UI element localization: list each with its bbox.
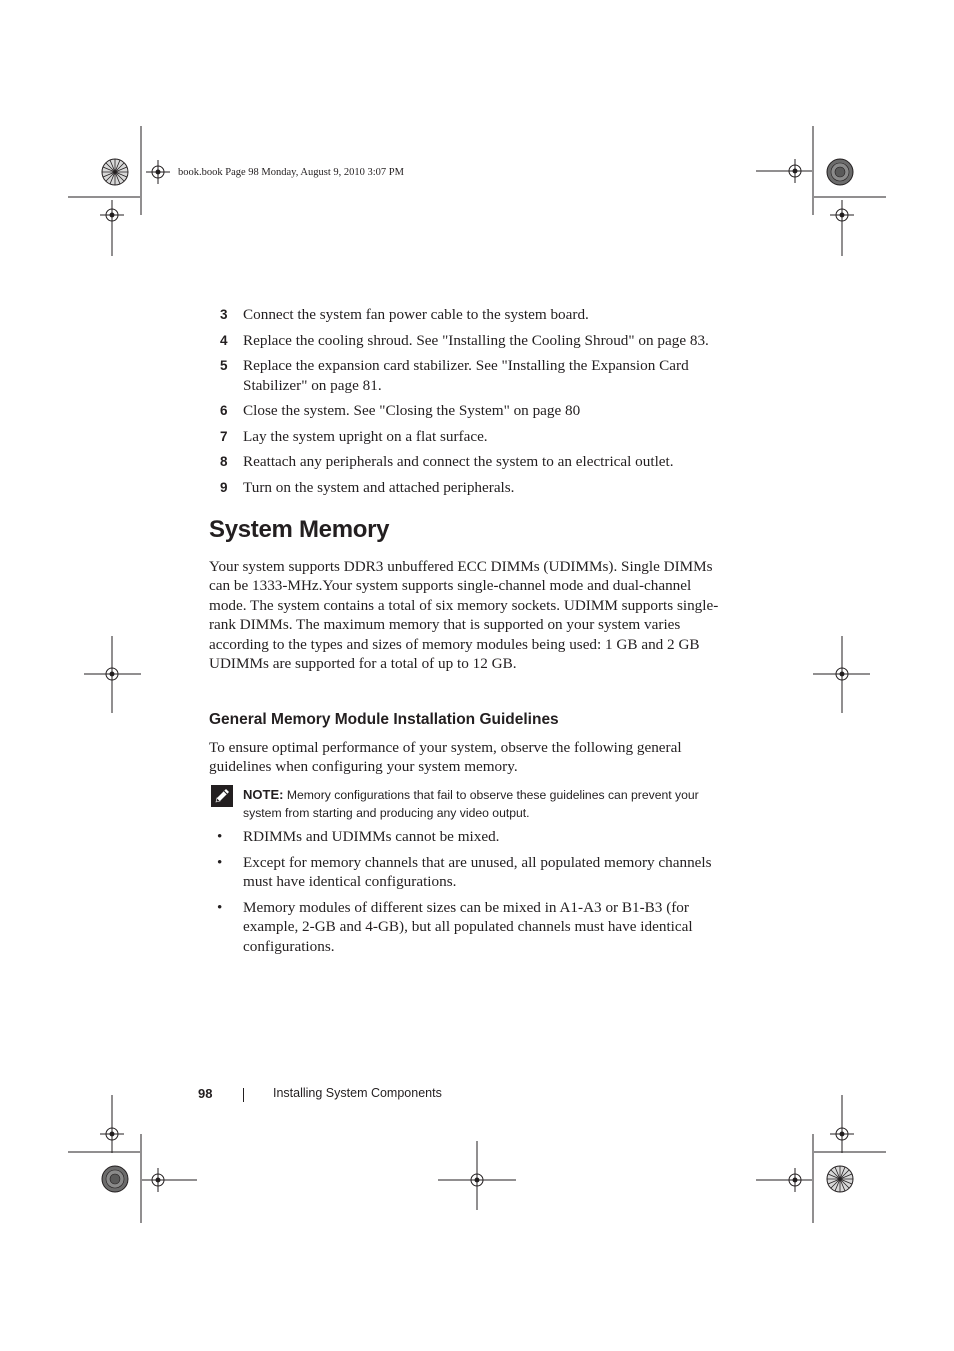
list-item	[209, 853, 729, 892]
guideline-bullets	[209, 827, 729, 962]
bullet-text: Except for memory channels that are unused, all populated memory channels must have identical configurations.	[243, 853, 712, 890]
step-text: Connect the system fan power cable to the system board.	[243, 306, 589, 323]
step-number: 5	[220, 358, 228, 373]
list-item	[209, 331, 729, 351]
note-label: NOTE:	[243, 787, 284, 802]
footer-page-number	[198, 1086, 212, 1101]
step-number: 4	[220, 332, 228, 348]
section-intro: Your system supports DDR3 unbuffered ECC DIMMs (UDIMMs). Single DIMMs can be 1333-MHz.Your system supports single-channel mode and dual-channel mode. The system contains a total of six memory sockets. UDIMM supports single-rank DIMMs. The maximum memory that is supported on your system varies according to the types and sizes of memory modules being used: 1 GB and 2 GB UDIMMs are supported for a total of up to 12 GB.	[209, 558, 719, 673]
step-text: Turn on the system and attached peripherals.	[243, 478, 515, 496]
list-item	[209, 427, 729, 447]
bullet-text: Memory modules of different sizes can be mixed in A1-A3 or B1-B3 (for example, 2-GB and 4-GB), but all populated channels must have identical configurations.	[243, 898, 693, 955]
note-pencil-icon	[210, 784, 234, 808]
step-text: Replace the cooling shroud. See "Installing the Cooling Shroud" on page 83.	[243, 331, 709, 349]
list-item	[209, 305, 729, 325]
step-number: 6	[220, 403, 228, 418]
procedure-steps	[209, 305, 729, 503]
step-number: 7	[220, 428, 228, 444]
list-item	[209, 356, 729, 395]
section-title: System Memory	[209, 516, 390, 543]
bullet-dot: •	[217, 898, 223, 916]
step-number: 3	[220, 307, 228, 322]
list-item	[209, 452, 729, 472]
list-item	[209, 401, 729, 421]
note-text: Memory configurations that fail to observe these guidelines can prevent your system from starting and producing any video output.	[243, 788, 699, 820]
step-number: 8	[220, 454, 228, 469]
print-header-stamp: book.book Page 98 Monday, August 9, 2010 3:07 PM	[178, 167, 404, 178]
list-item	[209, 478, 729, 498]
note-callout	[243, 786, 723, 822]
bullet-dot: •	[217, 828, 223, 845]
subsection-intro: To ensure optimal performance of your system, observe the following general guidelines when configuring your system memory.	[209, 739, 682, 776]
bullet-dot: •	[217, 853, 223, 871]
list-item	[209, 898, 729, 957]
step-text: Close the system. See "Closing the System" on page 80	[243, 402, 581, 419]
step-text: Replace the expansion card stabilizer. See "Installing the Expansion Card Stabilizer" on page 81.	[243, 357, 689, 394]
list-item	[209, 827, 729, 847]
subsection-title: General Memory Module Installation Guidelines	[209, 711, 559, 728]
footer-divider	[243, 1088, 244, 1102]
step-text: Reattach any peripherals and connect the system to an electrical outlet.	[243, 453, 674, 470]
bullet-text: RDIMMs and UDIMMs cannot be mixed.	[243, 828, 500, 845]
page-number: 98	[198, 1086, 213, 1101]
footer-section-title: Installing System Components	[273, 1086, 442, 1100]
step-text: Lay the system upright on a flat surface.	[243, 427, 488, 445]
step-number: 9	[220, 479, 228, 495]
